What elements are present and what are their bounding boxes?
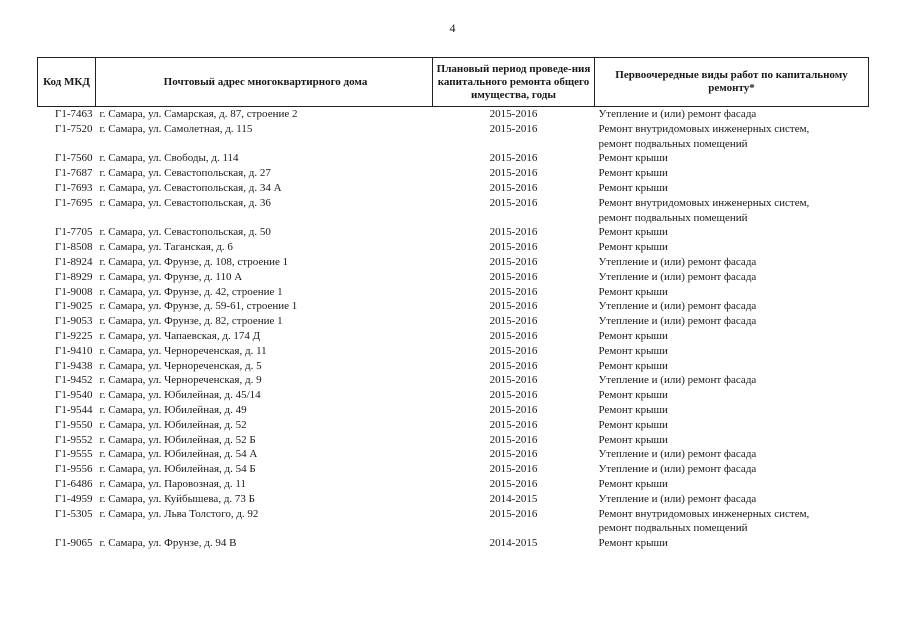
- cell-address: г. Самара, ул. Севастопольская, д. 50: [99, 226, 271, 239]
- table-row: [38, 433, 869, 448]
- cell-work: [595, 403, 869, 418]
- cell-address: г. Самара, ул. Юбилейная, д. 45/14: [99, 389, 261, 402]
- work-line: Ремонт крыши: [598, 167, 668, 180]
- table-row: [38, 196, 869, 226]
- cell-address: г. Самара, ул. Куйбышева, д. 73 Б: [99, 492, 255, 505]
- work-line: Ремонт крыши: [598, 226, 668, 239]
- table-row: [38, 462, 869, 477]
- cell-work: [595, 122, 869, 152]
- table-row: [38, 507, 869, 537]
- cell-period: 2014-2015: [489, 537, 538, 550]
- cell-work: [595, 314, 869, 329]
- work-line: Ремонт крыши: [598, 241, 668, 254]
- cell-period: 2015-2016: [489, 241, 538, 254]
- cell-work: [595, 299, 869, 314]
- cell-address: г. Самара, ул. Фрунзе, д. 94 В: [99, 537, 237, 550]
- cell-period: 2015-2016: [489, 463, 538, 476]
- work-line: Ремонт крыши: [598, 359, 668, 372]
- cell-work: [595, 388, 869, 403]
- work-line: ремонт подвальных помещений: [598, 137, 748, 150]
- cell-address: г. Самара, ул. Юбилейная, д. 54 А: [99, 448, 258, 461]
- work-line: Утепление и (или) ремонт фасада: [598, 255, 757, 268]
- work-line: Ремонт крыши: [598, 181, 668, 194]
- cell-period: 2015-2016: [489, 448, 538, 461]
- cell-address: г. Самара, ул. Севастопольская, д. 36: [99, 196, 271, 209]
- cell-code: Г1-7463: [54, 108, 93, 120]
- work-line: Ремонт внутридомовых инженерных систем,: [598, 196, 810, 209]
- cell-code: Г1-9556: [54, 463, 93, 476]
- table-row: [38, 270, 869, 285]
- cell-work: [595, 196, 869, 226]
- page-number: 4: [449, 21, 456, 35]
- work-line: Ремонт крыши: [598, 433, 668, 446]
- table-row: [38, 359, 869, 374]
- table-row: [38, 418, 869, 433]
- cell-code: Г1-9065: [54, 537, 93, 550]
- cell-work: [595, 359, 869, 374]
- work-line: Ремонт внутридомовых инженерных систем,: [598, 122, 810, 135]
- cell-period: 2015-2016: [489, 315, 538, 328]
- cell-code: Г1-9225: [54, 329, 93, 342]
- cell-code: Г1-9053: [54, 315, 93, 328]
- cell-work: [595, 181, 869, 196]
- cell-period: 2014-2015: [489, 492, 538, 505]
- cell-period: 2015-2016: [489, 433, 538, 446]
- cell-code: Г1-9540: [54, 389, 93, 402]
- cell-work: [595, 492, 869, 507]
- cell-code: Г1-9544: [54, 403, 93, 416]
- table-row: [38, 166, 869, 181]
- table-body: [38, 107, 869, 551]
- cell-address: г. Самара, ул. Юбилейная, д. 52: [99, 418, 247, 431]
- header-address: Почтовый адрес многоквартирного дома: [96, 58, 433, 107]
- work-line: Ремонт крыши: [598, 418, 668, 431]
- cell-address: г. Самара, ул. Паровозная, д. 11: [99, 477, 246, 490]
- cell-code: Г1-8929: [54, 270, 93, 283]
- cell-address: г. Самара, ул. Фрунзе, д. 108, строение 1: [99, 255, 289, 268]
- cell-period: 2015-2016: [489, 374, 538, 387]
- table-row: [38, 240, 869, 255]
- work-line: ремонт подвальных помещений: [598, 211, 748, 224]
- work-line: Утепление и (или) ремонт фасада: [598, 315, 757, 328]
- cell-work: [595, 447, 869, 462]
- cell-code: Г1-9025: [54, 300, 93, 313]
- cell-work: [595, 285, 869, 300]
- cell-work: [595, 151, 869, 166]
- table-row: [38, 329, 869, 344]
- cell-period: 2015-2016: [489, 196, 538, 209]
- cell-code: Г1-8924: [54, 255, 93, 268]
- header-work: Первоочередные виды работ по капитальному ремонту*: [595, 58, 869, 107]
- work-line: Утепление и (или) ремонт фасада: [598, 300, 757, 313]
- header-period: Плановый период проведе-ния капитального ремонта общего имущества, годы: [433, 58, 595, 107]
- table-row: [38, 477, 869, 492]
- work-line: Утепление и (или) ремонт фасада: [598, 270, 757, 283]
- cell-code: Г1-9550: [54, 418, 93, 431]
- work-line: Ремонт крыши: [598, 152, 668, 165]
- cell-address: г. Самара, ул. Юбилейная, д. 54 Б: [99, 463, 256, 476]
- table-row: [38, 151, 869, 166]
- cell-address: г. Самара, ул. Льва Толстого, д. 92: [99, 507, 259, 520]
- work-line: Утепление и (или) ремонт фасада: [598, 492, 757, 505]
- cell-address: г. Самара, ул. Чернореченская, д. 9: [99, 374, 262, 387]
- cell-period: 2015-2016: [489, 122, 538, 135]
- cell-work: [595, 507, 869, 537]
- cell-code: Г1-7693: [54, 181, 93, 194]
- cell-period: 2015-2016: [489, 152, 538, 165]
- table-row: [38, 122, 869, 152]
- cell-period: 2015-2016: [489, 477, 538, 490]
- table-row: [38, 344, 869, 359]
- work-line: Утепление и (или) ремонт фасада: [598, 374, 757, 387]
- table-row: [38, 225, 869, 240]
- cell-work: [595, 255, 869, 270]
- table-row: [38, 314, 869, 329]
- table-header: [38, 58, 869, 107]
- table-row: [38, 492, 869, 507]
- work-line: Ремонт крыши: [598, 329, 668, 342]
- cell-address: г. Самара, ул. Севастопольская, д. 27: [99, 167, 271, 180]
- cell-code: Г1-7687: [54, 167, 93, 180]
- table-row: [38, 388, 869, 403]
- cell-period: 2015-2016: [489, 329, 538, 342]
- cell-work: [595, 329, 869, 344]
- cell-code: Г1-5305: [54, 507, 93, 520]
- cell-code: Г1-9008: [54, 285, 93, 298]
- cell-address: г. Самара, ул. Чапаевская, д. 174 Д: [99, 329, 261, 342]
- cell-code: Г1-4959: [54, 492, 93, 505]
- cell-period: 2015-2016: [489, 108, 538, 120]
- work-line: Ремонт крыши: [598, 344, 668, 357]
- cell-period: 2015-2016: [489, 285, 538, 298]
- cell-code: Г1-7695: [54, 196, 93, 209]
- cell-address: г. Самара, ул. Самарская, д. 87, строение 2: [99, 108, 298, 120]
- cell-period: 2015-2016: [489, 389, 538, 402]
- cell-period: 2015-2016: [489, 226, 538, 239]
- cell-work: [595, 270, 869, 285]
- capital-repair-table: [37, 57, 869, 551]
- work-line: Ремонт крыши: [598, 403, 668, 416]
- cell-address: г. Самара, ул. Юбилейная, д. 49: [99, 403, 247, 416]
- cell-period: 2015-2016: [489, 403, 538, 416]
- work-line: Ремонт внутридомовых инженерных систем,: [598, 507, 810, 520]
- cell-work: [595, 166, 869, 181]
- table-row: [38, 181, 869, 196]
- table-row: [38, 373, 869, 388]
- cell-code: Г1-9555: [54, 448, 93, 461]
- cell-code: Г1-7705: [54, 226, 93, 239]
- cell-code: Г1-7520: [54, 122, 93, 135]
- cell-code: Г1-6486: [54, 477, 93, 490]
- table-row: [38, 107, 869, 122]
- table-row: [38, 536, 869, 551]
- cell-work: [595, 344, 869, 359]
- cell-address: г. Самара, ул. Чернореченская, д. 11: [99, 344, 267, 357]
- cell-period: 2015-2016: [489, 359, 538, 372]
- cell-code: Г1-9410: [54, 344, 93, 357]
- cell-work: [595, 373, 869, 388]
- cell-period: 2015-2016: [489, 300, 538, 313]
- cell-address: г. Самара, ул. Свободы, д. 114: [99, 152, 239, 165]
- work-line: Утепление и (или) ремонт фасада: [598, 463, 757, 476]
- cell-period: 2015-2016: [489, 344, 538, 357]
- cell-work: [595, 433, 869, 448]
- table-row: [38, 447, 869, 462]
- work-line: Ремонт крыши: [598, 477, 668, 490]
- cell-address: г. Самара, ул. Фрунзе, д. 82, строение 1: [99, 315, 283, 328]
- work-line: Утепление и (или) ремонт фасада: [598, 108, 757, 120]
- cell-period: 2015-2016: [489, 507, 538, 520]
- table-row: [38, 403, 869, 418]
- cell-address: г. Самара, ул. Фрунзе, д. 110 А: [99, 270, 243, 283]
- cell-work: [595, 240, 869, 255]
- work-line: Ремонт крыши: [598, 389, 668, 402]
- cell-address: г. Самара, ул. Фрунзе, д. 59-61, строение 1: [99, 300, 298, 313]
- cell-address: г. Самара, ул. Севастопольская, д. 34 А: [99, 181, 282, 194]
- cell-work: [595, 536, 869, 551]
- table-row: [38, 285, 869, 300]
- cell-code: Г1-9452: [54, 374, 93, 387]
- cell-work: [595, 225, 869, 240]
- cell-address: г. Самара, ул. Чернореченская, д. 5: [99, 359, 262, 372]
- cell-code: Г1-7560: [54, 152, 93, 165]
- cell-work: [595, 462, 869, 477]
- cell-work: [595, 418, 869, 433]
- work-line: Ремонт крыши: [598, 285, 668, 298]
- cell-code: Г1-8508: [54, 241, 93, 254]
- work-line: ремонт подвальных помещений: [598, 522, 748, 535]
- cell-address: г. Самара, ул. Таганская, д. 6: [99, 241, 233, 254]
- cell-period: 2015-2016: [489, 255, 538, 268]
- cell-address: г. Самара, ул. Фрунзе, д. 42, строение 1: [99, 285, 283, 298]
- table-row: [38, 299, 869, 314]
- cell-code: Г1-9552: [54, 433, 93, 446]
- cell-period: 2015-2016: [489, 181, 538, 194]
- work-line: Утепление и (или) ремонт фасада: [598, 448, 757, 461]
- header-code: Код МКД: [38, 58, 96, 107]
- cell-code: Г1-9438: [54, 359, 93, 372]
- cell-period: 2015-2016: [489, 418, 538, 431]
- cell-address: г. Самара, ул. Юбилейная, д. 52 Б: [99, 433, 256, 446]
- cell-work: [595, 477, 869, 492]
- cell-period: 2015-2016: [489, 270, 538, 283]
- cell-period: 2015-2016: [489, 167, 538, 180]
- work-line: Ремонт крыши: [598, 537, 668, 550]
- cell-work: [595, 107, 869, 122]
- table-row: [38, 255, 869, 270]
- cell-address: г. Самара, ул. Самолетная, д. 115: [99, 122, 253, 135]
